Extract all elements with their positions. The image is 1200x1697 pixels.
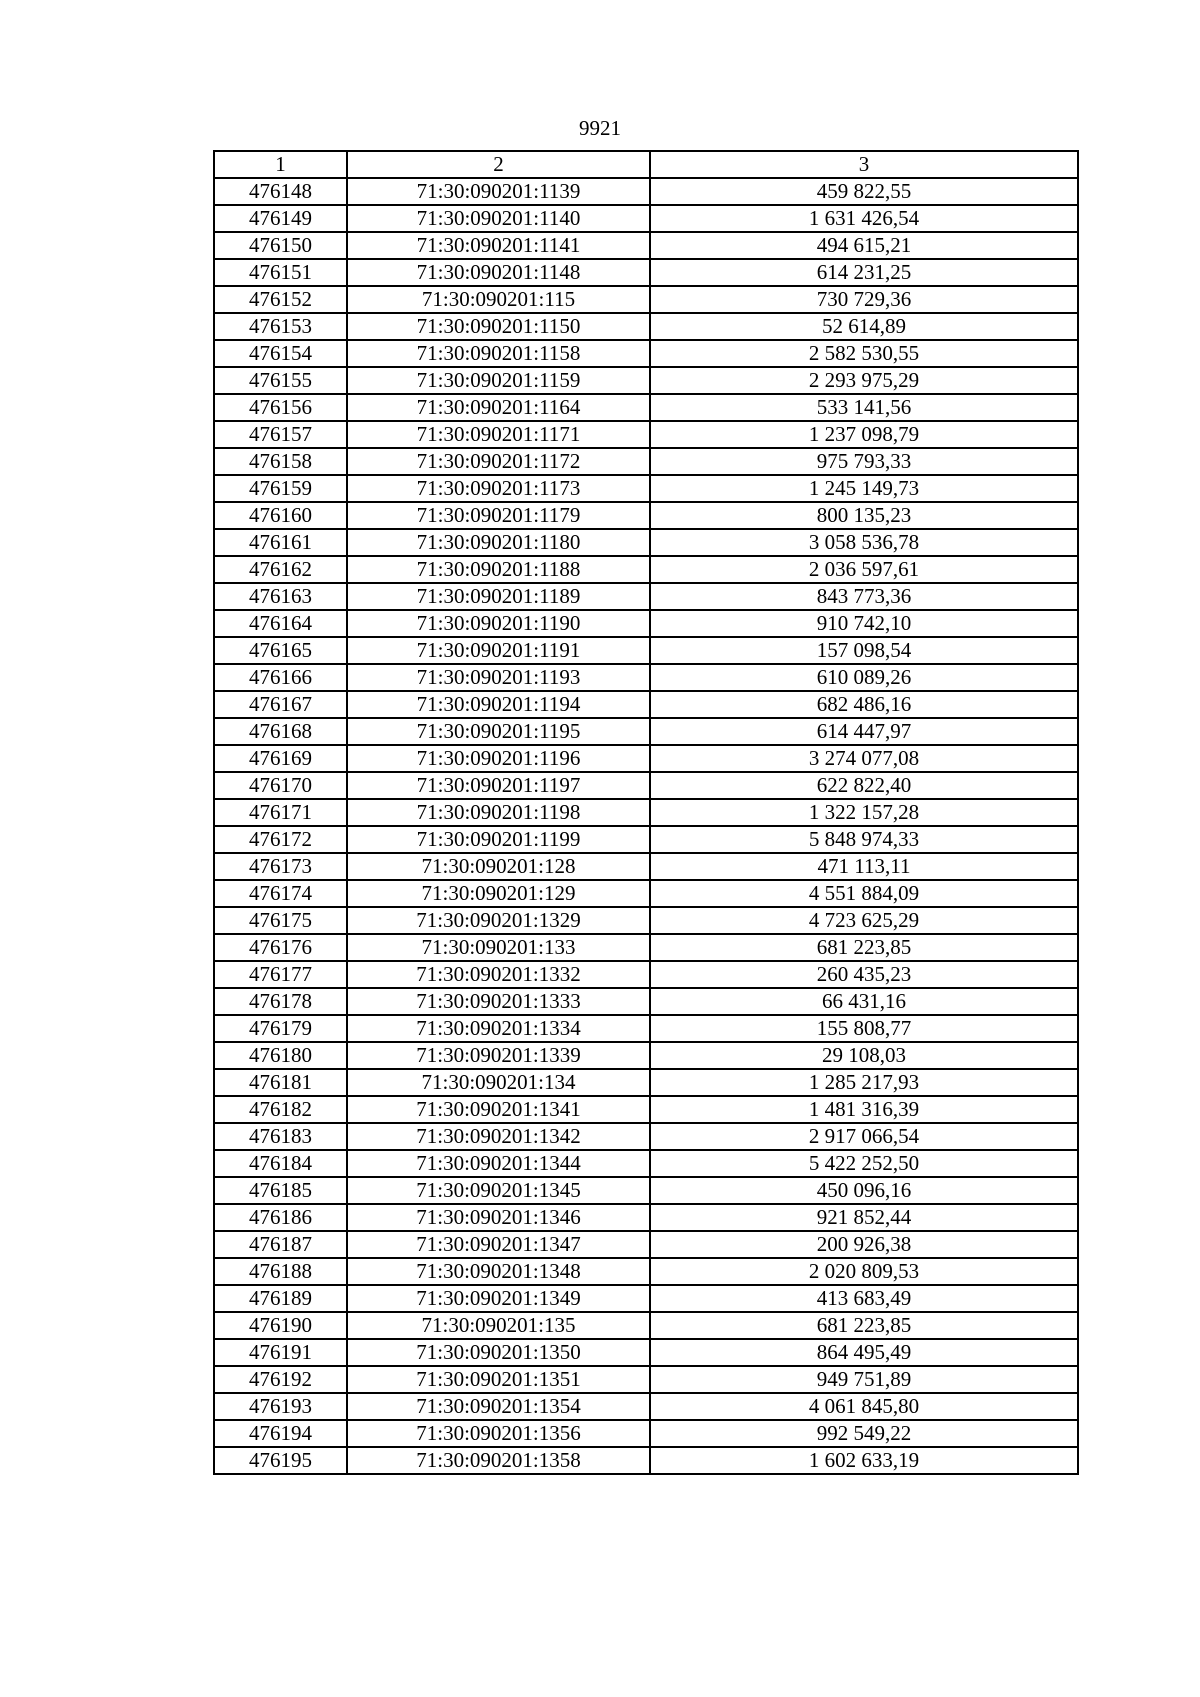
- cadastral-number-cell: 71:30:090201:1164: [347, 394, 650, 421]
- value-cell: 614 447,97: [650, 718, 1078, 745]
- cadastral-number-cell: 71:30:090201:1339: [347, 1042, 650, 1069]
- value-cell: 921 852,44: [650, 1204, 1078, 1231]
- row-number-cell: 476163: [214, 583, 347, 610]
- cadastral-number-cell: 71:30:090201:1329: [347, 907, 650, 934]
- table-row: [214, 880, 1078, 907]
- cadastral-number-cell: 71:30:090201:1348: [347, 1258, 650, 1285]
- value-cell: 260 435,23: [650, 961, 1078, 988]
- row-number-cell: 476169: [214, 745, 347, 772]
- cadastral-number-cell: 71:30:090201:1351: [347, 1366, 650, 1393]
- table-row: [214, 1366, 1078, 1393]
- value-cell: 730 729,36: [650, 286, 1078, 313]
- cadastral-number-cell: 71:30:090201:1334: [347, 1015, 650, 1042]
- table-row: [214, 1069, 1078, 1096]
- row-number-cell: 476189: [214, 1285, 347, 1312]
- row-number-cell: 476194: [214, 1420, 347, 1447]
- column-header-1: 1: [214, 151, 347, 178]
- value-cell: 4 061 845,80: [650, 1393, 1078, 1420]
- row-number-cell: 476188: [214, 1258, 347, 1285]
- cadastral-number-cell: 71:30:090201:1141: [347, 232, 650, 259]
- row-number-cell: 476177: [214, 961, 347, 988]
- value-cell: 471 113,11: [650, 853, 1078, 880]
- column-header-3: 3: [650, 151, 1078, 178]
- table-row: [214, 1285, 1078, 1312]
- row-number-cell: 476173: [214, 853, 347, 880]
- cadastral-number-cell: 71:30:090201:1199: [347, 826, 650, 853]
- row-number-cell: 476180: [214, 1042, 347, 1069]
- table-row: [214, 1015, 1078, 1042]
- table-row: [214, 610, 1078, 637]
- cadastral-number-cell: 71:30:090201:1150: [347, 313, 650, 340]
- table-row: [214, 772, 1078, 799]
- table-body: [214, 178, 1078, 1474]
- table-row: [214, 367, 1078, 394]
- value-cell: 494 615,21: [650, 232, 1078, 259]
- page-number: 9921: [579, 116, 621, 140]
- table-row: [214, 394, 1078, 421]
- value-cell: 949 751,89: [650, 1366, 1078, 1393]
- row-number-cell: 476172: [214, 826, 347, 853]
- value-cell: 2 917 066,54: [650, 1123, 1078, 1150]
- value-cell: 5 422 252,50: [650, 1150, 1078, 1177]
- row-number-cell: 476160: [214, 502, 347, 529]
- table-row: [214, 853, 1078, 880]
- row-number-cell: 476148: [214, 178, 347, 205]
- cadastral-number-cell: 71:30:090201:133: [347, 934, 650, 961]
- cadastral-number-cell: 71:30:090201:134: [347, 1069, 650, 1096]
- value-cell: 157 098,54: [650, 637, 1078, 664]
- table-row: [214, 799, 1078, 826]
- value-cell: 1 237 098,79: [650, 421, 1078, 448]
- table-row: [214, 961, 1078, 988]
- row-number-cell: 476171: [214, 799, 347, 826]
- row-number-cell: 476159: [214, 475, 347, 502]
- table-row: [214, 178, 1078, 205]
- value-cell: 910 742,10: [650, 610, 1078, 637]
- value-cell: 1 285 217,93: [650, 1069, 1078, 1096]
- value-cell: 681 223,85: [650, 1312, 1078, 1339]
- value-cell: 459 822,55: [650, 178, 1078, 205]
- data-table: [213, 150, 1079, 1475]
- value-cell: 1 322 157,28: [650, 799, 1078, 826]
- cadastral-number-cell: 71:30:090201:1179: [347, 502, 650, 529]
- cadastral-number-cell: 71:30:090201:1197: [347, 772, 650, 799]
- row-number-cell: 476185: [214, 1177, 347, 1204]
- row-number-cell: 476178: [214, 988, 347, 1015]
- column-header-2: 2: [347, 151, 650, 178]
- value-cell: 2 036 597,61: [650, 556, 1078, 583]
- cadastral-number-cell: 71:30:090201:1172: [347, 448, 650, 475]
- row-number-cell: 476161: [214, 529, 347, 556]
- cadastral-number-cell: 71:30:090201:128: [347, 853, 650, 880]
- table-row: [214, 745, 1078, 772]
- value-cell: 450 096,16: [650, 1177, 1078, 1204]
- cadastral-number-cell: 71:30:090201:1140: [347, 205, 650, 232]
- cadastral-number-cell: 71:30:090201:1346: [347, 1204, 650, 1231]
- value-cell: 3 058 536,78: [650, 529, 1078, 556]
- table-row: [214, 1123, 1078, 1150]
- cadastral-number-cell: 71:30:090201:129: [347, 880, 650, 907]
- row-number-cell: 476193: [214, 1393, 347, 1420]
- table-row: [214, 556, 1078, 583]
- value-cell: 1 602 633,19: [650, 1447, 1078, 1474]
- row-number-cell: 476186: [214, 1204, 347, 1231]
- table-row: [214, 1177, 1078, 1204]
- cadastral-number-cell: 71:30:090201:1191: [347, 637, 650, 664]
- row-number-cell: 476156: [214, 394, 347, 421]
- table-row: [214, 475, 1078, 502]
- value-cell: 1 245 149,73: [650, 475, 1078, 502]
- cadastral-number-cell: 71:30:090201:1196: [347, 745, 650, 772]
- table-row: [214, 502, 1078, 529]
- value-cell: 992 549,22: [650, 1420, 1078, 1447]
- table-row: [214, 826, 1078, 853]
- row-number-cell: 476192: [214, 1366, 347, 1393]
- row-number-cell: 476179: [214, 1015, 347, 1042]
- row-number-cell: 476181: [214, 1069, 347, 1096]
- table-row: [214, 1204, 1078, 1231]
- table-row: [214, 340, 1078, 367]
- row-number-cell: 476162: [214, 556, 347, 583]
- row-number-cell: 476153: [214, 313, 347, 340]
- table-row: [214, 664, 1078, 691]
- row-number-cell: 476168: [214, 718, 347, 745]
- row-number-cell: 476154: [214, 340, 347, 367]
- value-cell: 864 495,49: [650, 1339, 1078, 1366]
- table-header-row: [214, 151, 1078, 178]
- row-number-cell: 476151: [214, 259, 347, 286]
- value-cell: 5 848 974,33: [650, 826, 1078, 853]
- value-cell: 533 141,56: [650, 394, 1078, 421]
- table-row: [214, 1150, 1078, 1177]
- table-row: [214, 691, 1078, 718]
- table-row: [214, 718, 1078, 745]
- row-number-cell: 476155: [214, 367, 347, 394]
- cadastral-number-cell: 71:30:090201:1180: [347, 529, 650, 556]
- value-cell: 4 723 625,29: [650, 907, 1078, 934]
- row-number-cell: 476150: [214, 232, 347, 259]
- value-cell: 1 631 426,54: [650, 205, 1078, 232]
- value-cell: 843 773,36: [650, 583, 1078, 610]
- table-row: [214, 907, 1078, 934]
- row-number-cell: 476157: [214, 421, 347, 448]
- row-number-cell: 476175: [214, 907, 347, 934]
- row-number-cell: 476183: [214, 1123, 347, 1150]
- table-row: [214, 934, 1078, 961]
- cadastral-number-cell: 71:30:090201:1158: [347, 340, 650, 367]
- table-row: [214, 205, 1078, 232]
- row-number-cell: 476190: [214, 1312, 347, 1339]
- cadastral-number-cell: 71:30:090201:1195: [347, 718, 650, 745]
- cadastral-number-cell: 71:30:090201:115: [347, 286, 650, 313]
- table-row: [214, 421, 1078, 448]
- value-cell: 4 551 884,09: [650, 880, 1078, 907]
- table-row: [214, 529, 1078, 556]
- value-cell: 614 231,25: [650, 259, 1078, 286]
- cadastral-number-cell: 71:30:090201:135: [347, 1312, 650, 1339]
- row-number-cell: 476182: [214, 1096, 347, 1123]
- row-number-cell: 476164: [214, 610, 347, 637]
- value-cell: 2 293 975,29: [650, 367, 1078, 394]
- row-number-cell: 476149: [214, 205, 347, 232]
- value-cell: 3 274 077,08: [650, 745, 1078, 772]
- cadastral-number-cell: 71:30:090201:1159: [347, 367, 650, 394]
- value-cell: 975 793,33: [650, 448, 1078, 475]
- row-number-cell: 476176: [214, 934, 347, 961]
- table-row: [214, 286, 1078, 313]
- cadastral-number-cell: 71:30:090201:1356: [347, 1420, 650, 1447]
- value-cell: 1 481 316,39: [650, 1096, 1078, 1123]
- table-row: [214, 1447, 1078, 1474]
- table-row: [214, 637, 1078, 664]
- value-cell: 29 108,03: [650, 1042, 1078, 1069]
- cadastral-number-cell: 71:30:090201:1189: [347, 583, 650, 610]
- row-number-cell: 476195: [214, 1447, 347, 1474]
- table-row: [214, 583, 1078, 610]
- table-row: [214, 1420, 1078, 1447]
- row-number-cell: 476191: [214, 1339, 347, 1366]
- cadastral-number-cell: 71:30:090201:1341: [347, 1096, 650, 1123]
- row-number-cell: 476166: [214, 664, 347, 691]
- cadastral-number-cell: 71:30:090201:1332: [347, 961, 650, 988]
- cadastral-number-cell: 71:30:090201:1171: [347, 421, 650, 448]
- value-cell: 622 822,40: [650, 772, 1078, 799]
- row-number-cell: 476152: [214, 286, 347, 313]
- value-cell: 66 431,16: [650, 988, 1078, 1015]
- cadastral-number-cell: 71:30:090201:1148: [347, 259, 650, 286]
- table-row: [214, 1339, 1078, 1366]
- cadastral-number-cell: 71:30:090201:1188: [347, 556, 650, 583]
- cadastral-number-cell: 71:30:090201:1342: [347, 1123, 650, 1150]
- value-cell: 2 582 530,55: [650, 340, 1078, 367]
- cadastral-number-cell: 71:30:090201:1173: [347, 475, 650, 502]
- value-cell: 681 223,85: [650, 934, 1078, 961]
- cadastral-number-cell: 71:30:090201:1347: [347, 1231, 650, 1258]
- table-row: [214, 988, 1078, 1015]
- cadastral-number-cell: 71:30:090201:1358: [347, 1447, 650, 1474]
- row-number-cell: 476167: [214, 691, 347, 718]
- table-row: [214, 1096, 1078, 1123]
- value-cell: 2 020 809,53: [650, 1258, 1078, 1285]
- cadastral-number-cell: 71:30:090201:1333: [347, 988, 650, 1015]
- cadastral-number-cell: 71:30:090201:1139: [347, 178, 650, 205]
- table-row: [214, 448, 1078, 475]
- table-row: [214, 313, 1078, 340]
- row-number-cell: 476174: [214, 880, 347, 907]
- table-row: [214, 1393, 1078, 1420]
- row-number-cell: 476170: [214, 772, 347, 799]
- value-cell: 155 808,77: [650, 1015, 1078, 1042]
- row-number-cell: 476165: [214, 637, 347, 664]
- cadastral-number-cell: 71:30:090201:1350: [347, 1339, 650, 1366]
- cadastral-number-cell: 71:30:090201:1193: [347, 664, 650, 691]
- table-row: [214, 259, 1078, 286]
- row-number-cell: 476187: [214, 1231, 347, 1258]
- cadastral-number-cell: 71:30:090201:1344: [347, 1150, 650, 1177]
- value-cell: 200 926,38: [650, 1231, 1078, 1258]
- row-number-cell: 476184: [214, 1150, 347, 1177]
- value-cell: 800 135,23: [650, 502, 1078, 529]
- cadastral-number-cell: 71:30:090201:1354: [347, 1393, 650, 1420]
- value-cell: 682 486,16: [650, 691, 1078, 718]
- table-row: [214, 232, 1078, 259]
- value-cell: 610 089,26: [650, 664, 1078, 691]
- table-row: [214, 1312, 1078, 1339]
- cadastral-number-cell: 71:30:090201:1349: [347, 1285, 650, 1312]
- cadastral-number-cell: 71:30:090201:1198: [347, 799, 650, 826]
- cadastral-number-cell: 71:30:090201:1194: [347, 691, 650, 718]
- data-table-container: [213, 150, 1077, 1475]
- row-number-cell: 476158: [214, 448, 347, 475]
- value-cell: 52 614,89: [650, 313, 1078, 340]
- value-cell: 413 683,49: [650, 1285, 1078, 1312]
- cadastral-number-cell: 71:30:090201:1345: [347, 1177, 650, 1204]
- table-row: [214, 1042, 1078, 1069]
- table-row: [214, 1258, 1078, 1285]
- table-row: [214, 1231, 1078, 1258]
- cadastral-number-cell: 71:30:090201:1190: [347, 610, 650, 637]
